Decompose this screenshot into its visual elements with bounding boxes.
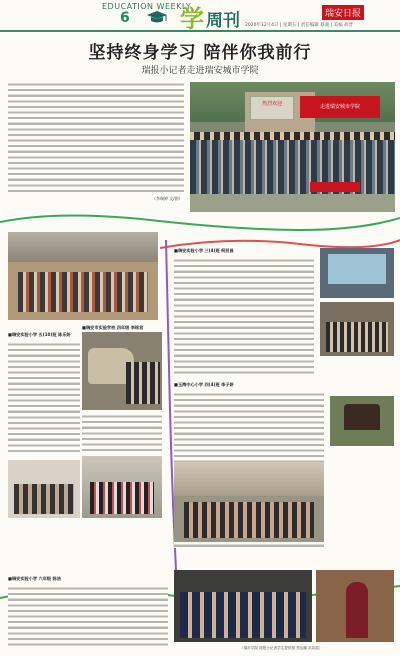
paper-logo: 瑞安日报 bbox=[322, 5, 364, 20]
section-3-text bbox=[174, 258, 314, 376]
page-number: 6 bbox=[120, 10, 130, 26]
exhibit-photo bbox=[320, 302, 394, 356]
photo-crowd bbox=[190, 132, 395, 194]
reading-photo bbox=[174, 570, 312, 642]
section-5-text bbox=[8, 586, 168, 646]
photo-roof bbox=[8, 232, 158, 262]
photo-pavilion bbox=[344, 404, 380, 430]
display-screen-photo bbox=[320, 248, 394, 298]
photo-campus-building bbox=[174, 462, 324, 496]
photo-people bbox=[126, 362, 160, 404]
photo-classroom-people bbox=[14, 484, 74, 514]
banner-right-text: 走进瑞安城市学院 bbox=[319, 104, 360, 110]
photo-exhibit-kids bbox=[326, 322, 388, 352]
banner-left-board bbox=[250, 96, 294, 120]
headline-subtitle: 瑞报小记者走进瑞安城市学院 bbox=[141, 66, 259, 76]
bottom-credit: （瑞市学院 瑞报小记者学生提供照 蔡运蘭 洪彩霞） bbox=[240, 646, 323, 650]
issue-info: 2020年12月4日 | 星期五 | 责任编辑 蔡骏 | 美编 胡晋 bbox=[245, 23, 354, 28]
section-2-title: ■瑞安市实验学校 四年级 李铭君 bbox=[82, 325, 144, 330]
intro-caption: （李瑞婷 文/图） bbox=[152, 196, 183, 201]
section-3-title: ■瑞安实验小学 三(4)班 柯辰昌 bbox=[174, 248, 234, 253]
edu-weekly-label: EDUCATION WEEKLY bbox=[102, 2, 192, 11]
photo-screen bbox=[328, 254, 386, 284]
photo-campus-kids bbox=[184, 502, 314, 538]
photo-reading-kids bbox=[180, 592, 306, 638]
banner-right-board bbox=[300, 96, 380, 118]
photo-faces bbox=[190, 132, 395, 140]
banner-left-text: 热烈欢迎 bbox=[261, 101, 282, 107]
group-photo bbox=[190, 82, 395, 212]
masthead-title: 周刊 bbox=[206, 11, 240, 31]
section-1-text bbox=[8, 342, 80, 454]
girl-photo bbox=[316, 570, 394, 642]
graduation-cap-icon bbox=[146, 10, 168, 24]
intro-article-text bbox=[8, 82, 184, 194]
pavilion-photo bbox=[330, 396, 394, 446]
photo-students bbox=[90, 482, 154, 514]
stone-photo bbox=[82, 332, 162, 410]
photo-red-banner bbox=[310, 182, 360, 192]
section-1-title: ■瑞安实验小学 五(10)班 陈乐妍 bbox=[8, 332, 71, 337]
campus-photo bbox=[174, 462, 324, 542]
section-5-title: ■瑞安实验小学 六年级 陈洁 bbox=[8, 576, 61, 581]
classroom-photo bbox=[8, 460, 80, 518]
children-photo-1 bbox=[8, 232, 158, 320]
photo-children bbox=[18, 272, 148, 312]
section-2-text bbox=[82, 414, 162, 454]
photo-girl bbox=[346, 582, 368, 638]
masthead-char: 学 bbox=[180, 4, 204, 33]
headline-title: 坚持终身学习 陪伴你我前行 bbox=[88, 43, 312, 63]
hallway-photo bbox=[82, 456, 162, 518]
section-4-title: ■玉海中心小学 四(4)班 李子妍 bbox=[174, 382, 234, 387]
